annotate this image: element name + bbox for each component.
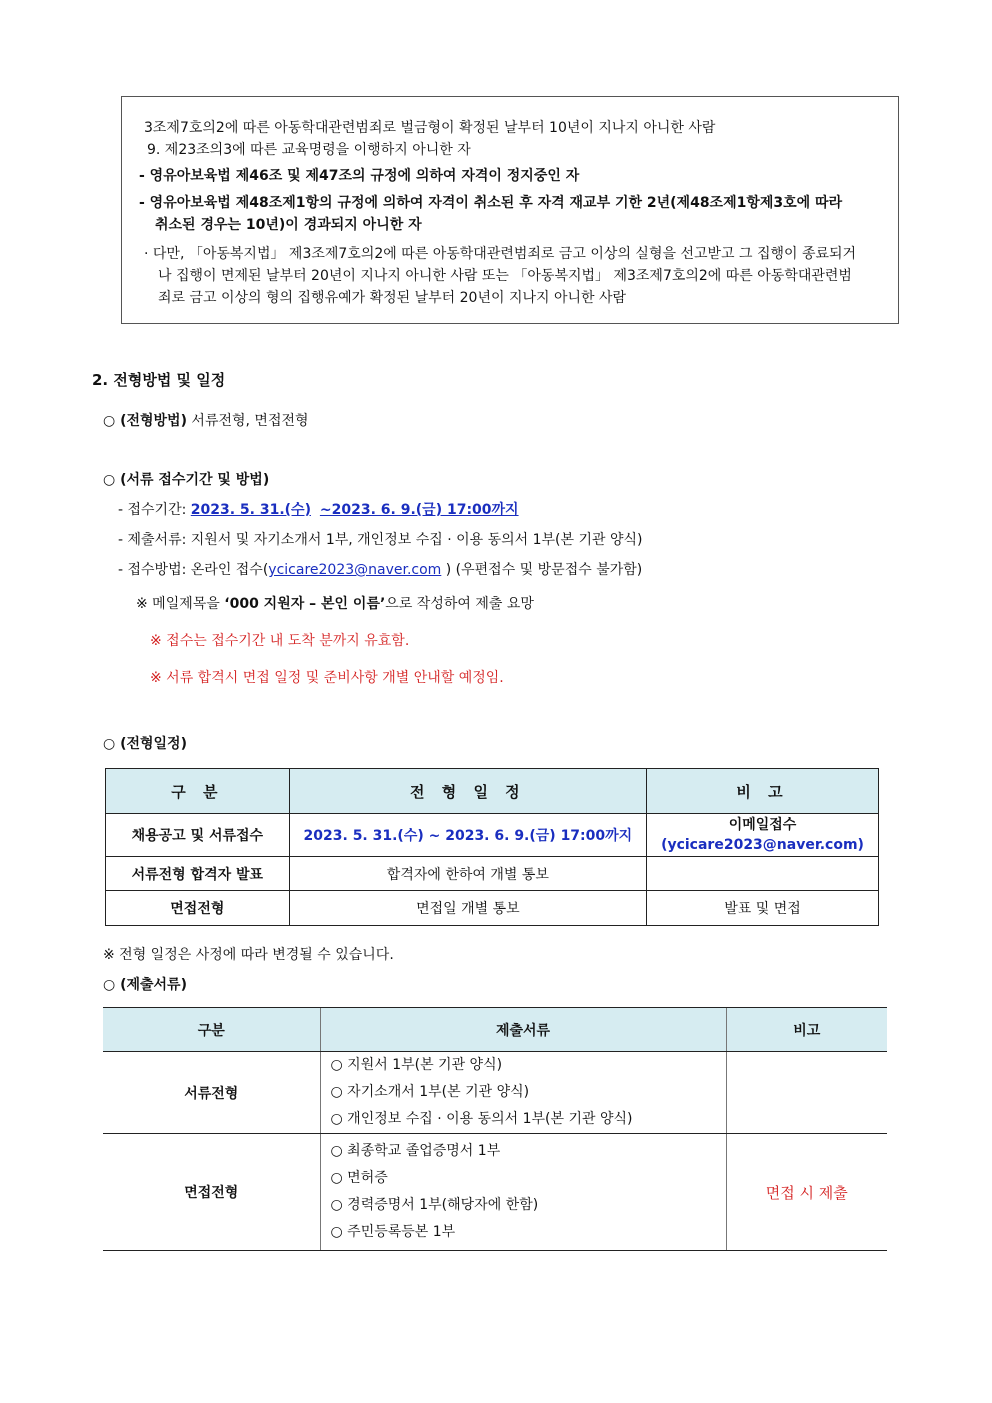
documents-list bbox=[320, 1052, 726, 1134]
documents-type: 면접전형 bbox=[103, 1134, 320, 1251]
box-line-4a: - 영유아보육법 제48조제1항의 규정에 의하여 자격이 취소된 후 자격 재교부 기한 2년(제48조제1항제3호에 따라 bbox=[139, 195, 843, 211]
list-item: ○ 자기소개서 1부(본 기관 양식) bbox=[330, 1084, 530, 1100]
box-line-4b: 취소된 경우는 10년)이 경과되지 아니한 자 bbox=[155, 217, 422, 233]
table-row bbox=[103, 1134, 887, 1251]
box-line-1: 3조제7호의2에 따른 아동학대관련범죄로 벌금형이 확정된 날부터 10년이 지나지 아니한 사람 bbox=[144, 120, 716, 136]
apply-email-link[interactable]: ycicare2023@naver.com bbox=[268, 562, 442, 578]
table-row bbox=[106, 857, 879, 891]
list-item: ○ 지원서 1부(본 기관 양식) bbox=[330, 1057, 503, 1073]
period-title: ○ (서류 접수기간 및 방법) bbox=[103, 472, 270, 488]
red-note-1: ※ 접수는 접수기간 내 도착 분까지 유효함. bbox=[150, 633, 410, 649]
apply-label: - 접수방법: 온라인 접수( bbox=[118, 562, 269, 578]
email-receipt-address: (ycicare2023@naver.com) bbox=[661, 837, 864, 853]
email-receipt-label: 이메일접수 bbox=[728, 817, 797, 833]
mail-note-post: 으로 작성하여 제출 요망 bbox=[385, 596, 534, 612]
method-line bbox=[103, 410, 309, 430]
list-item: ○ 개인정보 수집 · 이용 동의서 1부(본 기관 양식) bbox=[330, 1111, 633, 1127]
documents-table bbox=[103, 1007, 887, 1251]
mail-note-bold: ‘000 지원자 – 본인 이름’ bbox=[224, 596, 386, 612]
documents-header-row bbox=[103, 1008, 887, 1052]
red-note-2: ※ 서류 합격시 면접 일정 및 준비사항 개별 안내할 예정임. bbox=[150, 670, 504, 686]
method-value: 서류전형, 면접전형 bbox=[186, 413, 309, 429]
schedule-cell: 면접전형 bbox=[106, 891, 290, 926]
documents-header-docs: 제출서류 bbox=[320, 1008, 726, 1052]
docs-title: ○ (제출서류) bbox=[103, 977, 187, 993]
box-line-5c: 죄로 금고 이상의 형의 집행유예가 확정된 날부터 20년이 지나지 아니한 사람 bbox=[158, 290, 627, 306]
eligibility-box bbox=[121, 96, 899, 324]
schedule-header-note: 비 고 bbox=[647, 769, 879, 814]
box-line-3: - 영유아보육법 제46조 및 제47조의 규정에 의하여 자격이 정지중인 자 bbox=[139, 168, 580, 184]
table-row bbox=[103, 1052, 887, 1134]
documents-header-category: 구분 bbox=[103, 1008, 320, 1052]
schedule-cell: 2023. 5. 31.(수) ~ 2023. 6. 9.(금) 17:00까지 bbox=[289, 814, 646, 857]
schedule-cell: 면접일 개별 통보 bbox=[289, 891, 646, 926]
schedule-note: ※ 전형 일정은 사정에 따라 변경될 수 있습니다. bbox=[103, 947, 394, 963]
section-title: 2. 전형방법 및 일정 bbox=[92, 371, 226, 389]
period-line bbox=[118, 499, 519, 519]
schedule-header-row bbox=[106, 769, 879, 814]
mail-subject-note bbox=[136, 593, 534, 613]
box-line-5a: · 다만, 「아동복지법」 제3조제7호의2에 따른 아동학대관련범죄로 금고 이상의 실형을 선고받고 그 집행이 종료되거 bbox=[144, 246, 857, 262]
list-item: ○ 면허증 bbox=[330, 1170, 388, 1186]
apply-tail: ) (우편접수 및 방문접수 불가함) bbox=[441, 562, 643, 578]
schedule-cell: 합격자에 한하여 개별 통보 bbox=[289, 857, 646, 891]
box-line-5b: 나 집행이 면제된 날부터 20년이 지나지 아니한 사람 또는 「아동복지법」 제3조제7호의2에 따른 아동학대관련범 bbox=[158, 268, 852, 284]
method-label: ○ (전형방법) bbox=[103, 413, 187, 429]
schedule-header-schedule: 전 형 일 정 bbox=[289, 769, 646, 814]
schedule-cell bbox=[647, 857, 879, 891]
documents-note: 면접 시 제출 bbox=[726, 1134, 887, 1251]
documents-header-note: 비고 bbox=[726, 1008, 887, 1052]
documents-type: 서류전형 bbox=[103, 1052, 320, 1134]
apply-line bbox=[118, 559, 642, 579]
box-line-2: 9. 제23조의3에 따른 교육명령을 이행하지 아니한 자 bbox=[147, 142, 471, 158]
docs-line: - 제출서류: 지원서 및 자기소개서 1부, 개인정보 수집 · 이용 동의서 1부(본 기관 양식) bbox=[118, 532, 643, 548]
schedule-cell: 발표 및 면접 bbox=[647, 891, 879, 926]
table-row bbox=[106, 891, 879, 926]
documents-note bbox=[726, 1052, 887, 1134]
mail-note-pre: ※ 메일제목을 bbox=[136, 596, 225, 612]
period-label: - 접수기간: bbox=[118, 502, 191, 518]
table-row bbox=[106, 814, 879, 857]
documents-list bbox=[320, 1134, 726, 1251]
schedule-cell: 채용공고 및 서류접수 bbox=[106, 814, 290, 857]
schedule-cell-note bbox=[647, 814, 879, 857]
schedule-table bbox=[105, 768, 879, 926]
schedule-title: ○ (전형일정) bbox=[103, 736, 187, 752]
period-end: ~2023. 6. 9.(금) 17:00까지 bbox=[319, 502, 519, 518]
period-start: 2023. 5. 31.(수) bbox=[190, 502, 311, 518]
list-item: ○ 경력증명서 1부(해당자에 한함) bbox=[330, 1197, 539, 1213]
list-item: ○ 주민등록등본 1부 bbox=[330, 1224, 456, 1240]
schedule-cell: 서류전형 합격자 발표 bbox=[106, 857, 290, 891]
list-item: ○ 최종학교 졸업증명서 1부 bbox=[330, 1143, 501, 1159]
schedule-header-category: 구 분 bbox=[106, 769, 290, 814]
